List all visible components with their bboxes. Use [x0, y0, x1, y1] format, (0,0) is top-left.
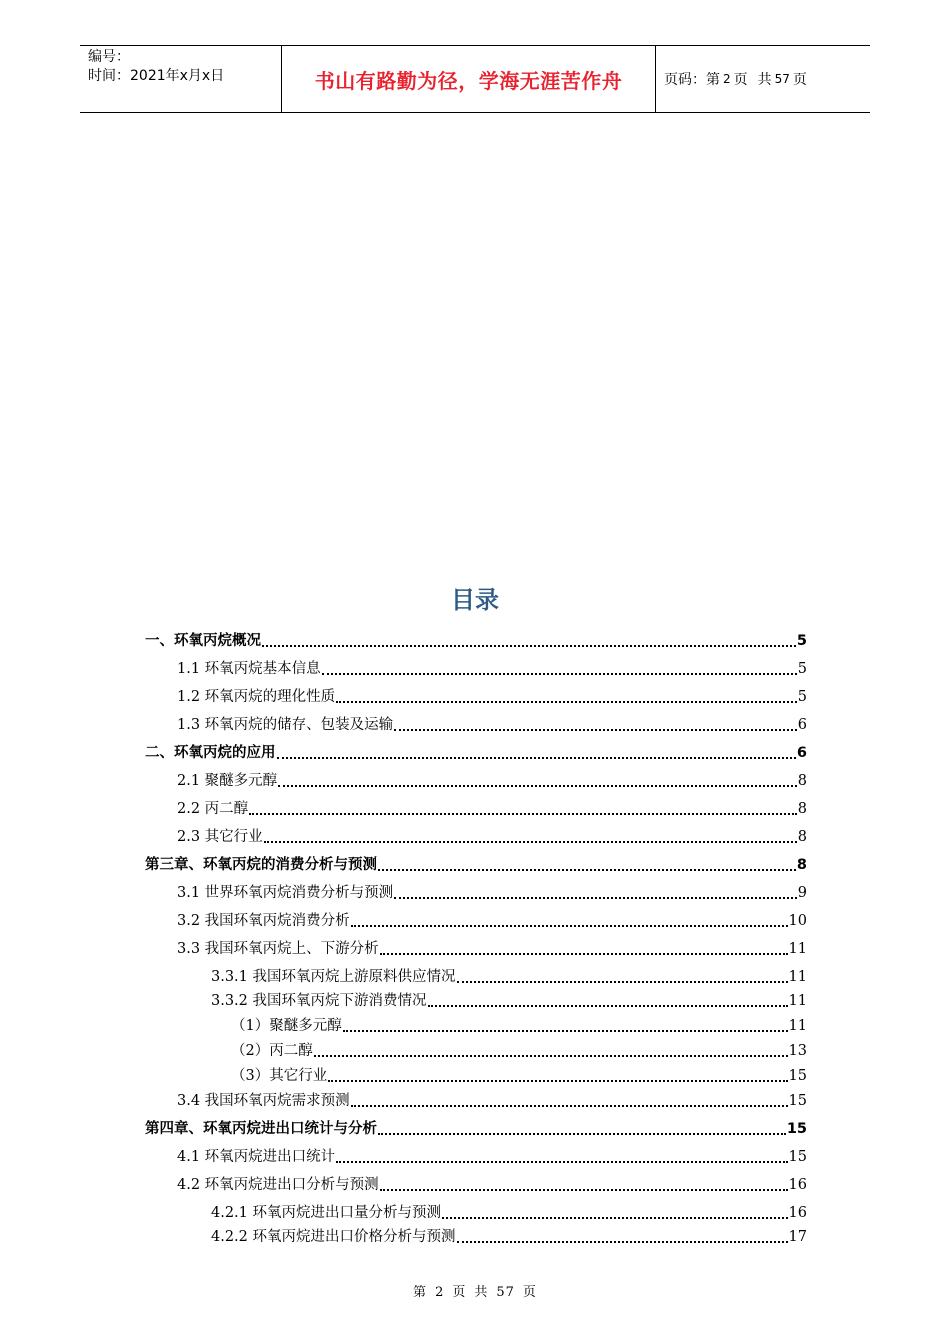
- toc-title: 目录: [451, 586, 499, 614]
- toc-entry-page: 6: [797, 717, 807, 733]
- toc-entry[interactable]: [145, 1120, 807, 1138]
- toc-entry-page: 16: [788, 1205, 807, 1221]
- toc-entry[interactable]: [177, 660, 807, 678]
- toc-entry-page: 17: [788, 1229, 807, 1245]
- toc-entry[interactable]: [177, 912, 807, 930]
- toc-leader-dots: [380, 1179, 788, 1191]
- page-prefix: 页码：第: [664, 72, 720, 88]
- toc-leader-dots: [457, 1231, 788, 1243]
- footer-prefix: 第: [413, 1285, 428, 1300]
- toc-entry-title: （2）丙二醇: [231, 1043, 313, 1059]
- document-number-label: 编号：: [88, 49, 130, 65]
- toc-entry-title: 3.3.2 我国环氧丙烷下游消费情况: [211, 993, 427, 1009]
- toc-entry-page: 11: [788, 993, 807, 1009]
- toc-entry-title: 3.2 我国环氧丙烷消费分析: [177, 913, 350, 929]
- toc-entry-page: 13: [788, 1043, 807, 1059]
- toc-entry[interactable]: [145, 856, 807, 874]
- toc-leader-dots: [336, 1151, 787, 1163]
- page-current: 2: [723, 72, 731, 86]
- toc-entry-page: 11: [788, 1018, 807, 1034]
- toc-entry-title: （1）聚醚多元醇: [231, 1018, 342, 1034]
- toc-leader-dots: [343, 1020, 788, 1032]
- toc-entry-page: 8: [797, 829, 807, 845]
- toc-entry[interactable]: [231, 1067, 807, 1085]
- footer-suffix: 页: [522, 1285, 537, 1300]
- toc-entry[interactable]: [211, 968, 807, 986]
- toc-leader-dots: [314, 1045, 788, 1057]
- document-time: 时间：2021年x月x日: [88, 68, 225, 84]
- toc-entry-title: （3）其它行业: [231, 1068, 328, 1084]
- toc-entry-title: 1.3 环氧丙烷的储存、包装及运输: [177, 717, 394, 733]
- toc-entry-title: 2.3 其它行业: [177, 829, 263, 845]
- footer-total: 57: [496, 1285, 515, 1300]
- toc-leader-dots: [262, 635, 796, 647]
- toc-entry-title: 1.1 环氧丙烷基本信息: [177, 661, 321, 677]
- toc-entry-title: 2.1 聚醚多元醇: [177, 773, 278, 789]
- page-mid: 页: [733, 72, 748, 88]
- toc-entry[interactable]: [177, 940, 807, 958]
- toc-entry-title: 二、环氧丙烷的应用: [145, 745, 276, 761]
- toc-entry-page: 11: [788, 941, 807, 957]
- toc-leader-dots: [428, 995, 788, 1007]
- toc-entry-title: 4.2 环氧丙烷进出口分析与预测: [177, 1177, 379, 1193]
- page-suffix: 页: [792, 72, 807, 88]
- toc-leader-dots: [442, 1207, 788, 1219]
- toc-entry-title: 第四章、环氧丙烷进出口统计与分析: [145, 1121, 377, 1137]
- toc-entry[interactable]: [177, 1148, 807, 1166]
- toc-leader-dots: [378, 1123, 786, 1135]
- toc-entry-page: 5: [796, 633, 807, 649]
- toc-entry[interactable]: [177, 1176, 807, 1194]
- page-footer: [0, 1281, 950, 1300]
- toc-leader-dots: [328, 1070, 787, 1082]
- toc-entry-page: 10: [788, 913, 807, 929]
- footer-total-prefix: 共: [474, 1285, 489, 1300]
- footer-mid: 页: [452, 1285, 467, 1300]
- toc-leader-dots: [249, 803, 797, 815]
- toc-leader-dots: [378, 859, 796, 871]
- toc-entry-page: 15: [788, 1068, 807, 1084]
- toc-entry-title: 第三章、环氧丙烷的消费分析与预测: [145, 857, 377, 873]
- toc-entry[interactable]: [177, 828, 807, 846]
- toc-entry-title: 4.2.2 环氧丙烷进出口价格分析与预测: [211, 1229, 456, 1245]
- toc-leader-dots: [336, 691, 797, 703]
- toc-entry-page: 9: [797, 885, 807, 901]
- toc-entry[interactable]: [211, 1228, 807, 1246]
- footer-current: 2: [435, 1285, 445, 1300]
- toc-leader-dots: [351, 1095, 788, 1107]
- toc-entry-page: 5: [797, 661, 807, 677]
- toc-entry[interactable]: [211, 992, 807, 1010]
- toc-entry-title: 2.2 丙二醇: [177, 801, 249, 817]
- toc-entry[interactable]: [177, 884, 807, 902]
- toc-entry[interactable]: [177, 800, 807, 818]
- toc-entry-title: 3.3 我国环氧丙烷上、下游分析: [177, 941, 379, 957]
- toc-entry-page: 15: [786, 1121, 807, 1137]
- toc-entry-page: 8: [797, 801, 807, 817]
- toc-entry[interactable]: [177, 772, 807, 790]
- header-motto: 书山有路勤为径，学海无涯苦作舟: [314, 68, 623, 93]
- toc-entry[interactable]: [145, 632, 807, 650]
- toc-entry[interactable]: [231, 1042, 807, 1060]
- toc-entry-page: 16: [788, 1177, 807, 1193]
- toc-entry[interactable]: [177, 716, 807, 734]
- toc-entry-page: 5: [797, 689, 807, 705]
- toc-entry-page: 11: [788, 969, 807, 985]
- toc-entry-title: 4.1 环氧丙烷进出口统计: [177, 1149, 336, 1165]
- toc-leader-dots: [351, 915, 788, 927]
- toc-entry[interactable]: [177, 1092, 807, 1110]
- page-total: 57: [774, 72, 790, 86]
- page-total-prefix: 共: [757, 72, 772, 88]
- toc-entry-title: 1.2 环氧丙烷的理化性质: [177, 689, 336, 705]
- toc-entry-title: 4.2.1 环氧丙烷进出口量分析与预测: [211, 1205, 442, 1221]
- toc-entry[interactable]: [177, 688, 807, 706]
- toc-leader-dots: [457, 971, 788, 983]
- toc-leader-dots: [277, 747, 796, 759]
- toc-leader-dots: [380, 943, 788, 955]
- toc-entry-page: 6: [796, 745, 807, 761]
- toc-entry[interactable]: [231, 1017, 807, 1035]
- toc-entry[interactable]: [145, 744, 807, 762]
- toc-entry-page: 8: [796, 857, 807, 873]
- toc-entry-page: 15: [788, 1093, 807, 1109]
- toc-leader-dots: [394, 887, 797, 899]
- toc-entry-page: 8: [797, 773, 807, 789]
- toc-entry[interactable]: [211, 1204, 807, 1222]
- toc-entry-title: 3.3.1 我国环氧丙烷上游原料供应情况: [211, 969, 456, 985]
- toc-leader-dots: [264, 831, 797, 843]
- toc-leader-dots: [394, 719, 797, 731]
- toc-entry-page: 15: [788, 1149, 807, 1165]
- toc-entry-title: 3.4 我国环氧丙烷需求预测: [177, 1093, 350, 1109]
- toc-entry-title: 一、环氧丙烷概况: [145, 633, 261, 649]
- toc-entry-title: 3.1 世界环氧丙烷消费分析与预测: [177, 885, 394, 901]
- toc-leader-dots: [322, 663, 797, 675]
- toc-leader-dots: [278, 775, 797, 787]
